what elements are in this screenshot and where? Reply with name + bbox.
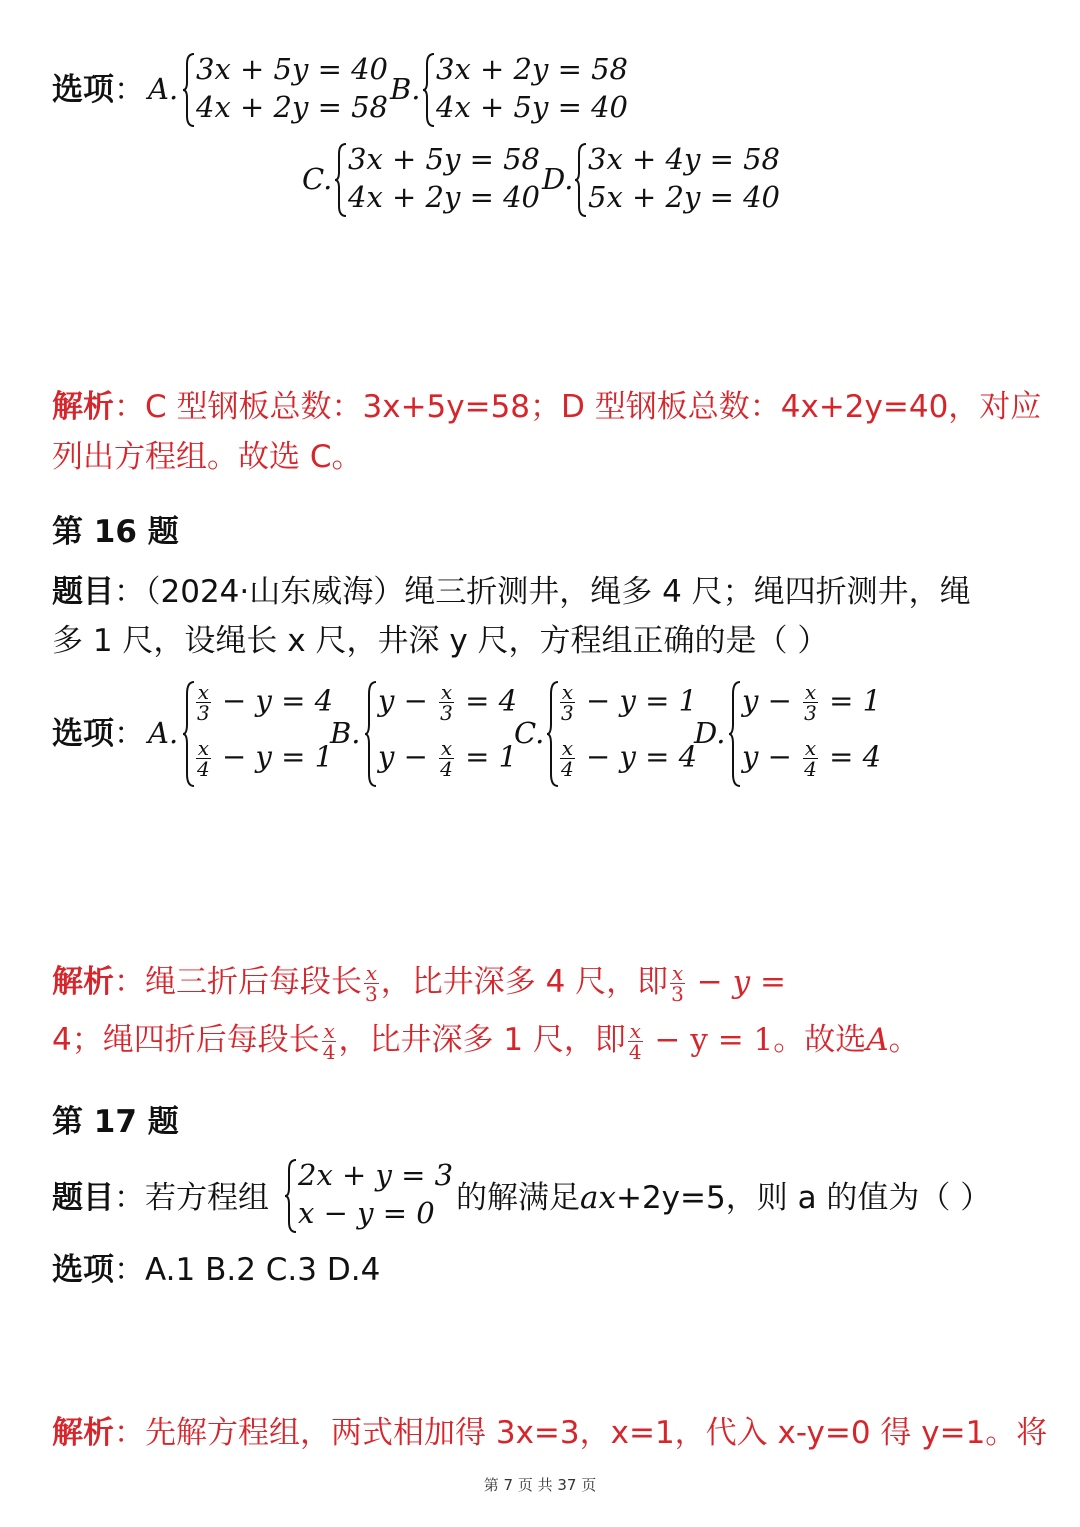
fraction: $\frac{x}{4}$ <box>561 736 574 781</box>
q16-option-a-label: A. <box>148 716 179 750</box>
q16-option-c-system <box>546 680 706 792</box>
q15-option-a-label: A. <box>148 72 179 106</box>
q16-d-eq2: y − $\frac{x}{4}$ = 4 <box>742 736 882 781</box>
q15-option-c-system <box>334 142 544 222</box>
q16-b-eq1: y − $\frac{x}{3}$ = 4 <box>378 680 518 725</box>
q16-options-label: 选项： <box>52 716 145 752</box>
q17-question-part1: 题目：若方程组 <box>52 1180 269 1216</box>
q15-option-b-label: B. <box>390 72 421 106</box>
analysis-label: 解析 <box>52 1415 114 1451</box>
q17-equation-system <box>284 1158 454 1238</box>
q16-option-a-system <box>182 680 342 792</box>
q15-c-eq2: 4x + 2y = 40 <box>348 180 541 214</box>
q15-a-eq2: 4x + 2y = 58 <box>196 90 389 124</box>
fraction: $\frac{x}{3}$ <box>804 680 817 725</box>
q17-eq1: 2x + y = 3 <box>298 1158 454 1192</box>
fraction: $\frac{x}{3}$ <box>671 961 684 1006</box>
q15-option-b-system <box>422 52 632 132</box>
q15-option-d-system <box>574 142 784 222</box>
q15-analysis-line1: 解析：C 型钢板总数：3x+5y=58；D 型钢板总数：4x+2y=40，对应 <box>52 389 1042 425</box>
fraction: $\frac{x}{4}$ <box>440 736 453 781</box>
fraction: $\frac{x}{4}$ <box>804 736 817 781</box>
q15-analysis-line2: 列出方程组。故选 C。 <box>52 439 363 475</box>
q16-option-d-system <box>728 680 898 792</box>
q17-analysis: 解析：先解方程组，两式相加得 3x=3，x=1，代入 x-y=0 得 y=1。将 <box>52 1415 1048 1451</box>
q16-analysis-line2: 4；绳四折后每段长 $\frac{x}{4}$ ，比井深多 1 尺，即 $\frac{x}{4}$ − y = 1。故选A。 <box>52 1019 920 1064</box>
q16-a-eq2: $\frac{x}{4}$ − y = 1 <box>197 736 334 781</box>
q17-options: 选项：A.1 B.2 C.3 D.4 <box>52 1252 381 1288</box>
q16-d-eq1: y − $\frac{x}{3}$ = 1 <box>742 680 882 725</box>
q16-analysis-line1: 解析：绳三折后每段长 $\frac{x}{3}$ ，比井深多 4 尺，即 $\frac{x}{3}$ − y = <box>52 961 786 1006</box>
q17-heading: 第 17 题 <box>52 1104 179 1140</box>
fraction: $\frac{x}{3}$ <box>197 680 210 725</box>
fraction: $\frac{x}{3}$ <box>440 680 453 725</box>
left-brace-icon <box>182 52 196 128</box>
q15-d-eq1: 3x + 4y = 58 <box>588 142 781 176</box>
left-brace-icon <box>364 680 378 788</box>
analysis-label: 解析 <box>52 964 114 1000</box>
q15-c-eq1: 3x + 5y = 58 <box>348 142 541 176</box>
q15-option-a-system <box>182 52 392 132</box>
q15-b-eq2: 4x + 5y = 40 <box>436 90 629 124</box>
q16-c-eq1: $\frac{x}{3}$ − y = 1 <box>561 680 698 725</box>
q16-option-c-label: C. <box>514 716 545 750</box>
analysis-label: 解析 <box>52 389 114 425</box>
q15-d-eq2: 5x + 2y = 40 <box>588 180 781 214</box>
q15-b-eq1: 3x + 2y = 58 <box>436 52 629 86</box>
q16-option-b-label: B. <box>330 716 361 750</box>
q16-question-line2: 多 1 尺，设绳长 x 尺，井深 y 尺，方程组正确的是（ ） <box>52 623 829 659</box>
q17-question-part2: 的解满足ax+2y=5，则 a 的值为（ ） <box>456 1180 992 1216</box>
left-brace-icon <box>334 142 348 218</box>
fraction: $\frac{x}{3}$ <box>365 961 378 1006</box>
left-brace-icon <box>574 142 588 218</box>
fraction: $\frac{x}{4}$ <box>322 1019 336 1064</box>
fraction: $\frac{x}{3}$ <box>561 680 574 725</box>
left-brace-icon <box>422 52 436 128</box>
q16-option-b-system <box>364 680 524 792</box>
q15-option-c-label: C. <box>302 162 333 196</box>
page-footer: 第 7 页 共 37 页 <box>483 1476 597 1494</box>
q15-option-d-label: D. <box>542 162 574 196</box>
q16-c-eq2: $\frac{x}{4}$ − y = 4 <box>561 736 698 781</box>
fraction: $\frac{x}{4}$ <box>628 1019 642 1064</box>
q16-question-line1: 题目：（2024·山东威海）绳三折测井，绳多 4 尺；绳四折测井，绳 <box>52 574 971 610</box>
q16-b-eq2: y − $\frac{x}{4}$ = 1 <box>378 736 518 781</box>
fraction: $\frac{x}{4}$ <box>197 736 210 781</box>
q15-options-label: 选项： <box>52 72 145 108</box>
q16-heading: 第 16 题 <box>52 514 179 550</box>
q17-eq2: x − y = 0 <box>298 1196 435 1230</box>
q16-a-eq1: $\frac{x}{3}$ − y = 4 <box>197 680 334 725</box>
q15-a-eq1: 3x + 5y = 40 <box>196 52 389 86</box>
left-brace-icon <box>728 680 742 788</box>
q16-option-d-label: D. <box>694 716 726 750</box>
left-brace-icon <box>284 1158 298 1234</box>
